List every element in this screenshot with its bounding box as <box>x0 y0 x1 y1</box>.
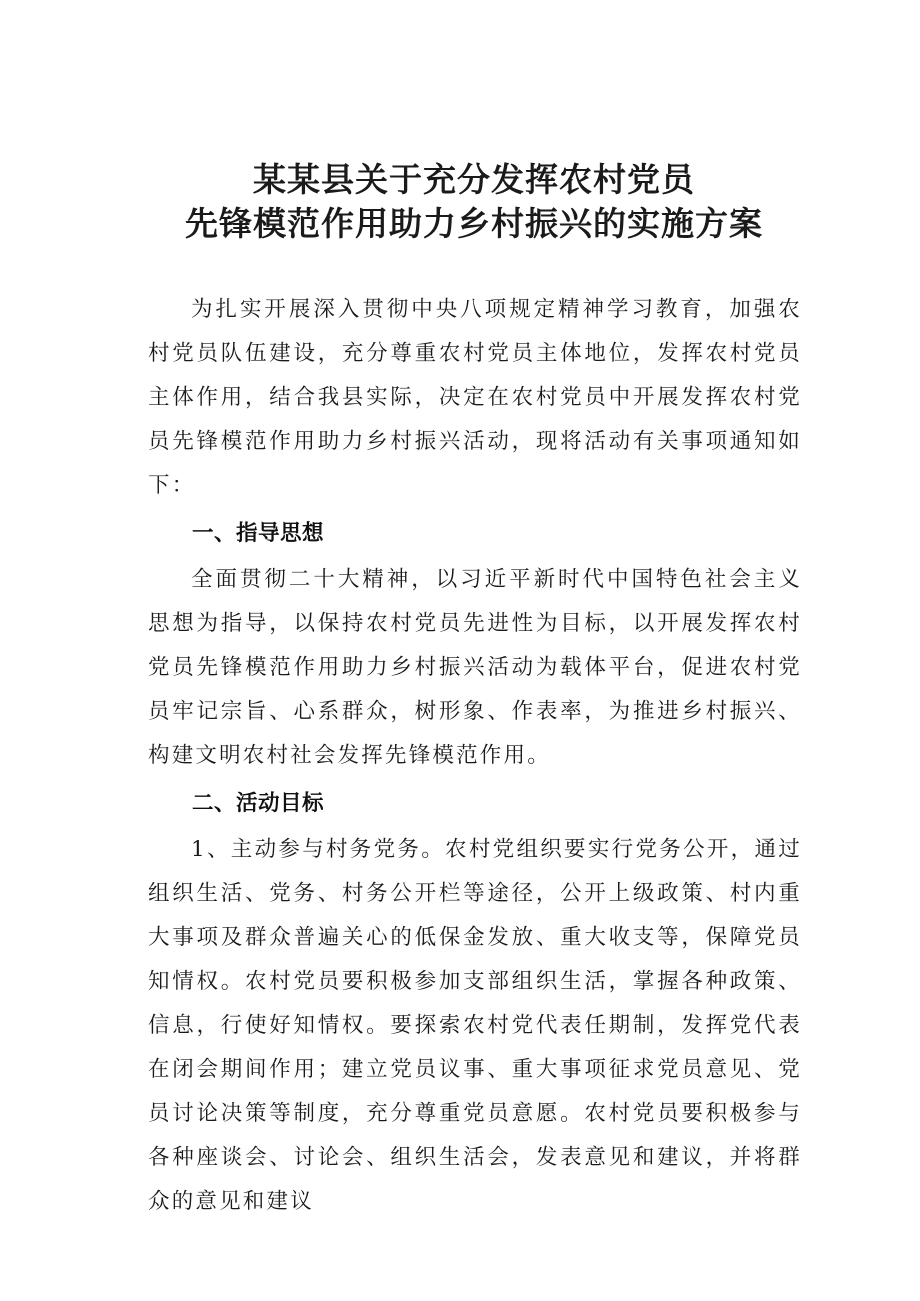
guiding-ideology-paragraph: 全面贯彻二十大精神，以习近平新时代中国特色社会主义思想为指导，以保持农村党员先进性为目标，以开展发挥农村党员先锋模范作用助力乡村振兴活动为载体平台，促进农村党员牢记宗旨、心系群众，树形象、作表率，为推进乡村振兴、构建文明农村社会发挥先锋模范作用。 <box>148 567 802 768</box>
section-heading-activity-goals: 二、活动目标 <box>192 791 325 816</box>
activity-goal-item-1: 1、主动参与村务党务。农村党组织要实行党务公开，通过组织生活、党务、村务公开栏等途径，公开上级政策、村内重大事项及群众普遍关心的低保金发放、重大收支等，保障党员知情权。农村党员要积极参加支部组织生活，掌握各种政策、信息，行使好知情权。要探索农村党代表任期制，发挥党代表在闭会期间作用；建立党员议事、重大事项征求党员意见、党员讨论决策等制度，充分尊重党员意愿。农村党员要积极参与各种座谈会、讨论会、组织生活会，发表意见和建议，并将群众的意见和建议 <box>148 837 802 1214</box>
document-title <box>146 158 802 246</box>
title-line-2: 先锋模范作用助力乡村振兴的实施方案 <box>185 204 763 243</box>
document-body <box>148 288 802 1224</box>
title-line-1: 某某县关于充分发挥农村党员 <box>253 160 695 199</box>
intro-paragraph: 为扎实开展深入贯彻中央八项规定精神学习教育，加强农村党员队伍建设，充分尊重农村党员主体地位，发挥农村党员主体作用，结合我县实际，决定在农村党员中开展发挥农村党员先锋模范作用助力乡村振兴活动，现将活动有关事项通知如下： <box>148 297 802 498</box>
section-heading-guiding-ideology: 一、指导思想 <box>192 521 325 546</box>
